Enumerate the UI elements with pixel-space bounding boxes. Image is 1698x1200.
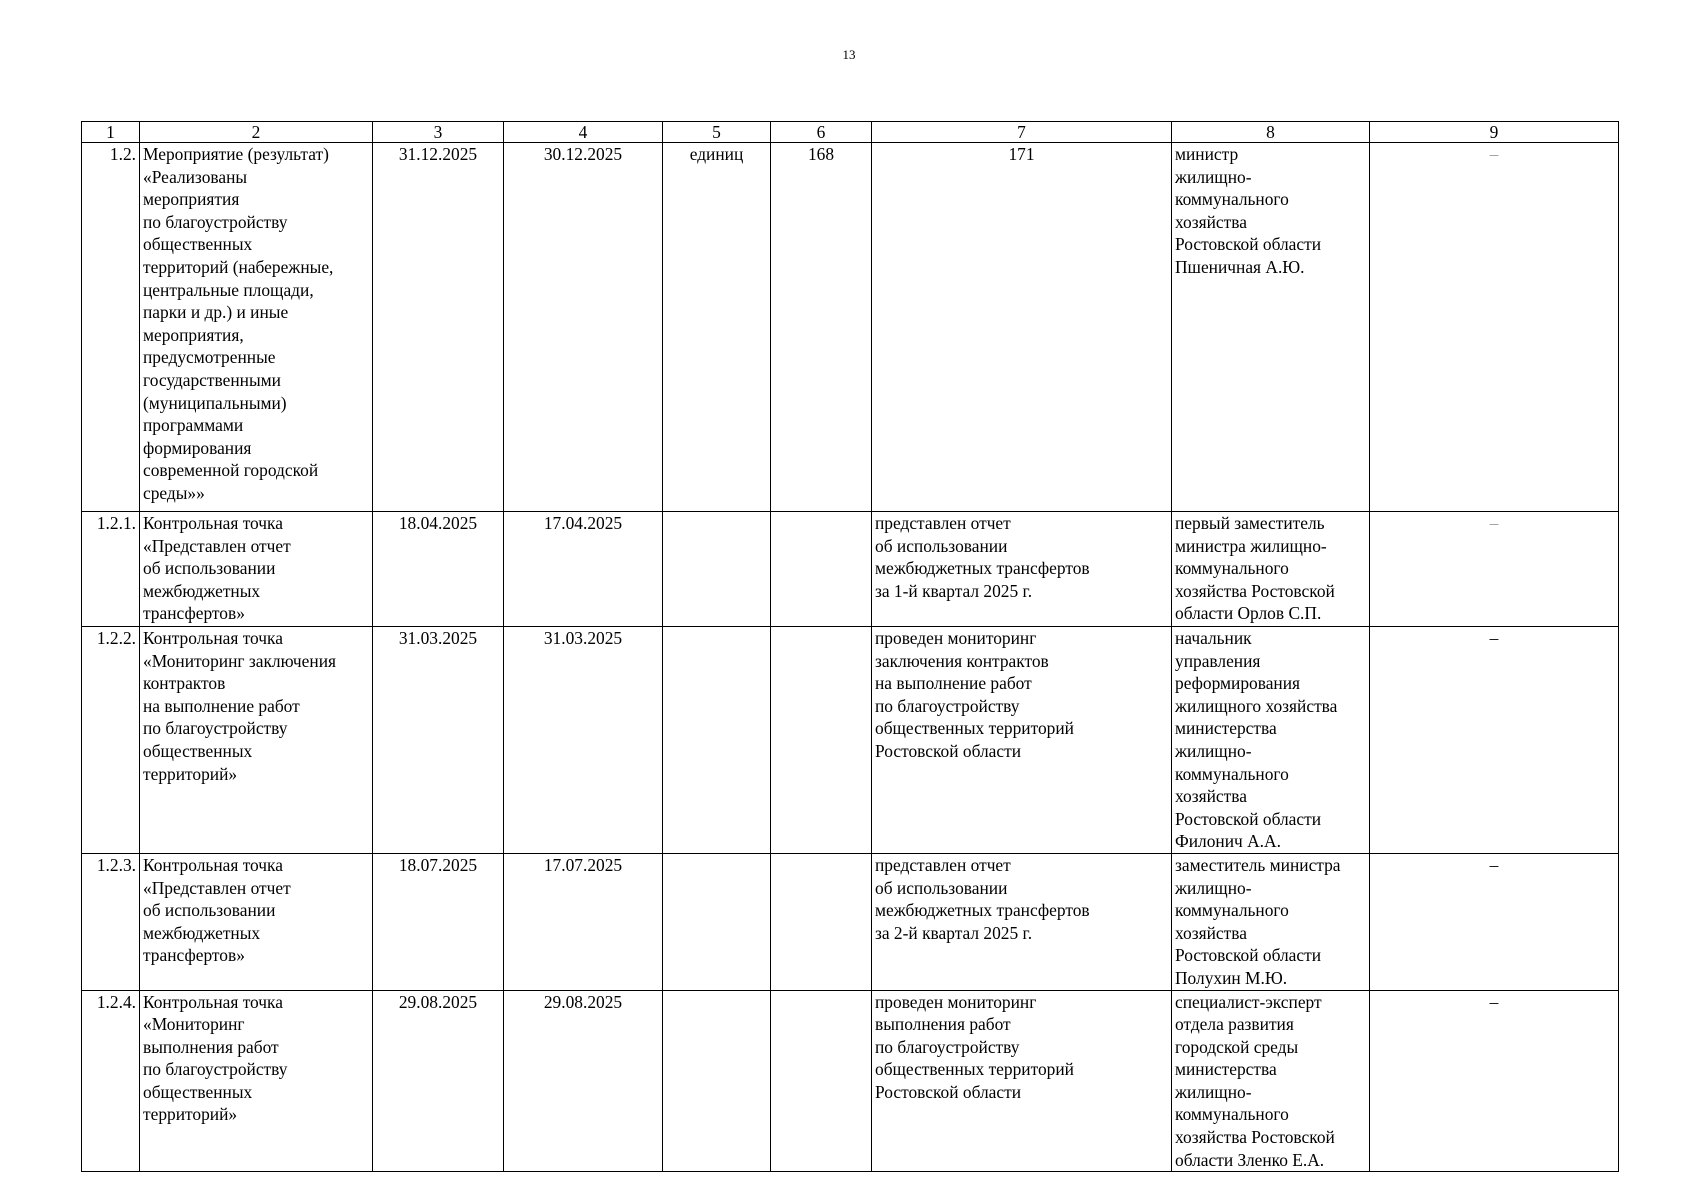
row-note xyxy=(1370,853,1619,990)
header-col-3: 3 xyxy=(373,122,504,143)
row-date-plan: 18.04.2025 xyxy=(373,512,504,627)
header-col-1: 1 xyxy=(82,122,140,143)
row-date-fact: 30.12.2025 xyxy=(504,143,663,512)
header-row xyxy=(82,122,1619,143)
row-note-text: – xyxy=(1489,991,1499,1012)
row-number: 1.2.3. xyxy=(82,853,140,990)
header-col-2: 2 xyxy=(140,122,373,143)
row-date-fact: 31.03.2025 xyxy=(504,627,663,854)
row-number: 1.2. xyxy=(82,143,140,512)
row-name: Контрольная точка «Мониторинг выполнения работ по благоустройству общественных территорий» xyxy=(140,990,373,1172)
row-date-fact: 29.08.2025 xyxy=(504,990,663,1172)
row-unit xyxy=(663,627,771,854)
row-responsible: начальник управления реформирования жилищного хозяйства министерства жилищно- коммунального хозяйства Ростовской области Филонич А.А. xyxy=(1172,627,1370,854)
row-note xyxy=(1370,143,1619,512)
row-name: Контрольная точка «Представлен отчет об использовании межбюджетных трансфертов» xyxy=(140,512,373,627)
row-note xyxy=(1370,512,1619,627)
row-date-plan: 31.03.2025 xyxy=(373,627,504,854)
row-responsible: первый заместитель министра жилищно- коммунального хозяйства Ростовской области Орлов С.П. xyxy=(1172,512,1370,627)
table-row xyxy=(82,853,1619,990)
row-responsible: заместитель министра жилищно- коммунального хозяйства Ростовской области Полухин М.Ю. xyxy=(1172,853,1370,990)
table-row xyxy=(82,512,1619,627)
row-name: Контрольная точка «Мониторинг заключения контрактов на выполнение работ по благоустройству общественных территорий» xyxy=(140,627,373,854)
row-date-plan: 31.12.2025 xyxy=(373,143,504,512)
row-result: представлен отчет об использовании межбюджетных трансфертов за 1-й квартал 2025 г. xyxy=(872,512,1172,627)
row-value-plan xyxy=(771,512,872,627)
row-result: проведен мониторинг заключения контрактов на выполнение работ по благоустройству общественных территорий Ростовской области xyxy=(872,627,1172,854)
header-col-7: 7 xyxy=(872,122,1172,143)
row-date-plan: 29.08.2025 xyxy=(373,990,504,1172)
table-row xyxy=(82,143,1619,512)
header-col-6: 6 xyxy=(771,122,872,143)
row-responsible: министр жилищно- коммунального хозяйства Ростовской области Пшеничная А.Ю. xyxy=(1172,143,1370,512)
row-result: представлен отчет об использовании межбюджетных трансфертов за 2-й квартал 2025 г. xyxy=(872,853,1172,990)
row-number: 1.2.1. xyxy=(82,512,140,627)
header-col-5: 5 xyxy=(663,122,771,143)
row-name: Контрольная точка «Представлен отчет об использовании межбюджетных трансфертов» xyxy=(140,853,373,990)
row-name: Мероприятие (результат) «Реализованы мероприятия по благоустройству общественных территорий (набережные, центральные площади, парки и др.) и иные мероприятия, предусмотренные государственными (муниципальными) программами формирования современной городской среды»» xyxy=(140,143,373,512)
row-date-fact: 17.04.2025 xyxy=(504,512,663,627)
row-note-text: – xyxy=(1489,854,1499,875)
header-col-9: 9 xyxy=(1370,122,1619,143)
row-value-plan xyxy=(771,990,872,1172)
row-value-plan xyxy=(771,853,872,990)
row-note-text: – xyxy=(1489,144,1499,164)
row-date-fact: 17.07.2025 xyxy=(504,853,663,990)
row-result: проведен мониторинг выполнения работ по благоустройству общественных территорий Ростовской области xyxy=(872,990,1172,1172)
row-note xyxy=(1370,990,1619,1172)
row-note-text: – xyxy=(1489,513,1499,533)
row-value-plan xyxy=(771,627,872,854)
row-number: 1.2.4. xyxy=(82,990,140,1172)
header-col-8: 8 xyxy=(1172,122,1370,143)
row-unit: единиц xyxy=(663,143,771,512)
page-number: 13 xyxy=(842,47,856,62)
row-number: 1.2.2. xyxy=(82,627,140,854)
row-unit xyxy=(663,512,771,627)
implementation-plan-table xyxy=(81,121,1619,1172)
row-note-text: – xyxy=(1489,628,1499,648)
row-responsible: специалист-эксперт отдела развития городской среды министерства жилищно- коммунального хозяйства Ростовской области Зленко Е.А. xyxy=(1172,990,1370,1172)
row-note xyxy=(1370,627,1619,854)
row-result: 171 xyxy=(872,143,1172,512)
row-unit xyxy=(663,853,771,990)
table-row xyxy=(82,990,1619,1172)
row-value-plan: 168 xyxy=(771,143,872,512)
row-unit xyxy=(663,990,771,1172)
table-row xyxy=(82,627,1619,854)
row-date-plan: 18.07.2025 xyxy=(373,853,504,990)
header-col-4: 4 xyxy=(504,122,663,143)
